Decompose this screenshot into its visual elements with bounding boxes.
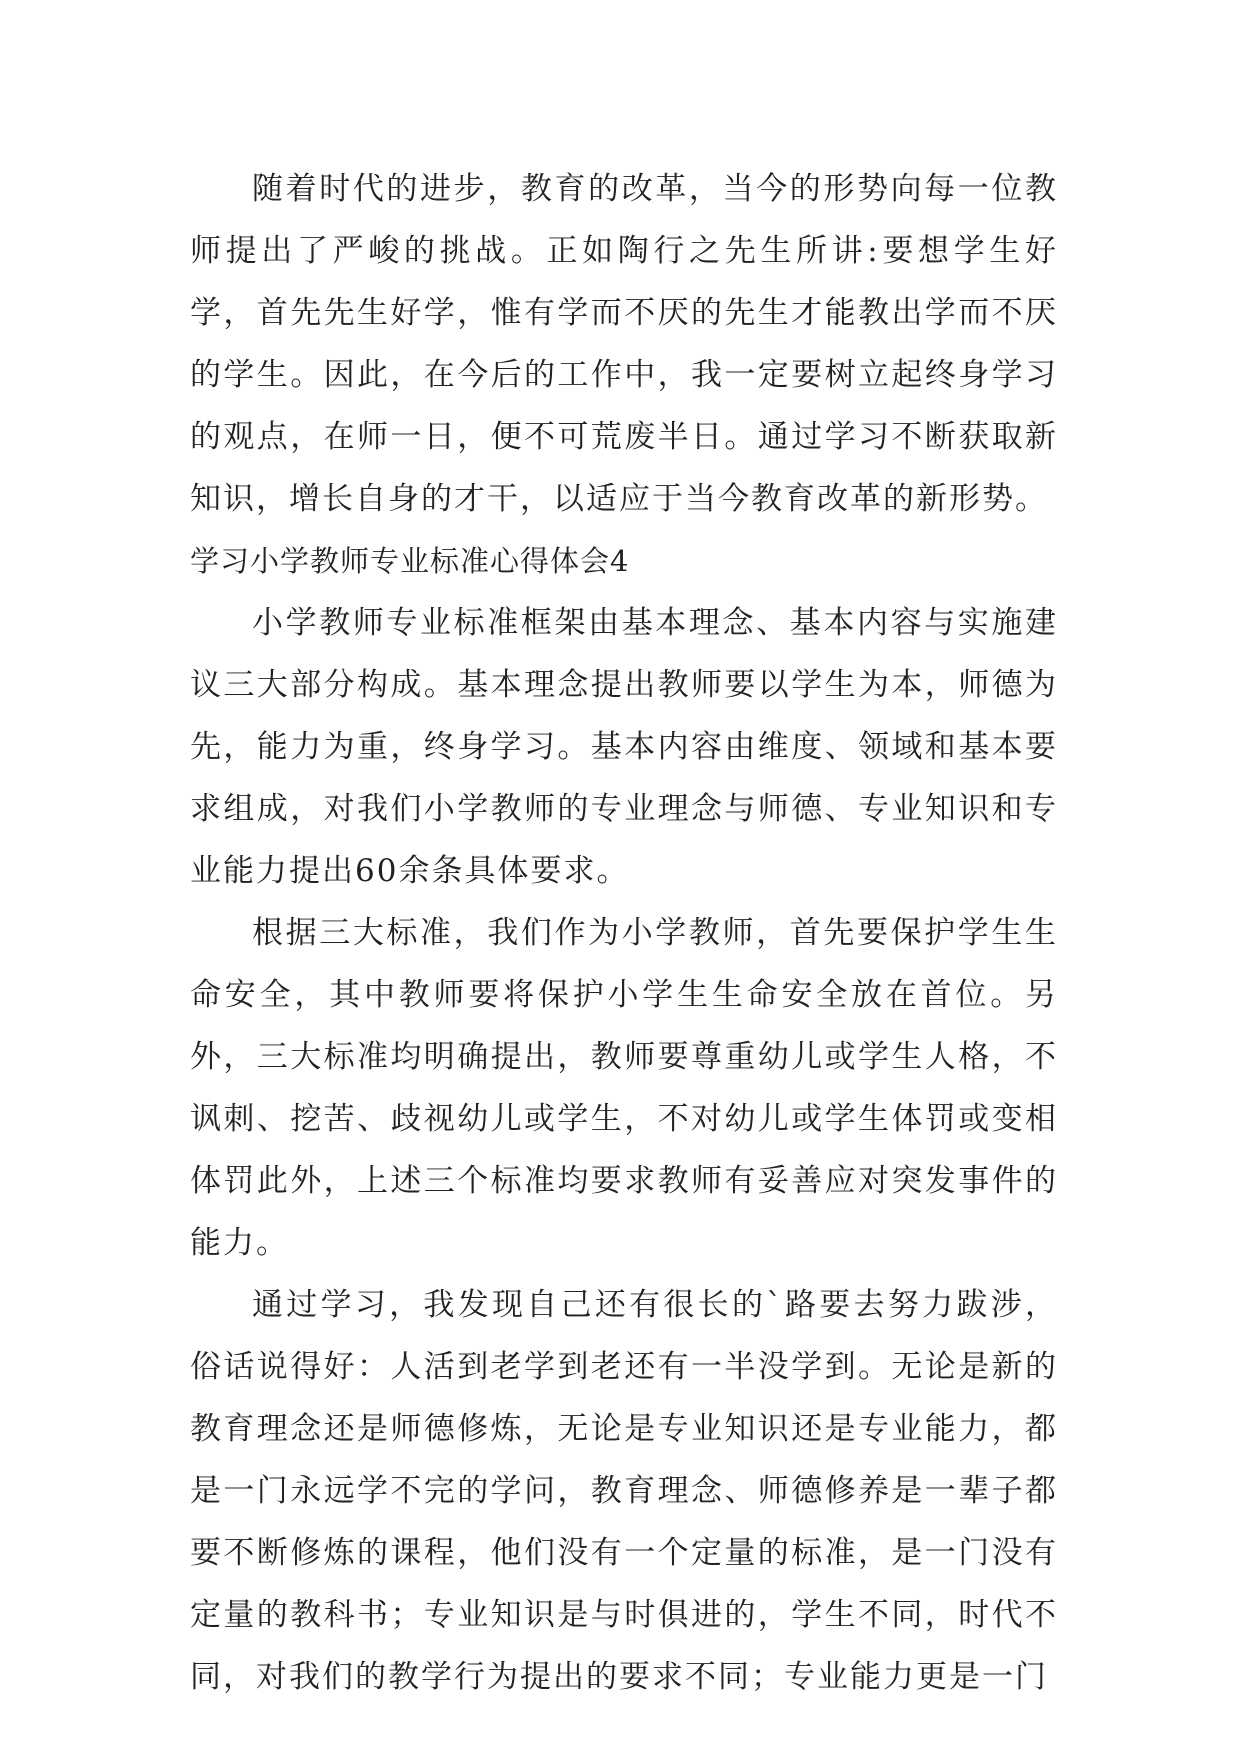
paragraph-2: 小学教师专业标准框架由基本理念、基本内容与实施建议三大部分构成。基本理念提出教师要以学生为本，师德为先，能力为重，终身学习。基本内容由维度、领域和基本要求组成，对我们小学教师的专业理念与师德、专业知识和专业能力提出60余条具体要求。 (190, 605, 1058, 889)
section-heading: 学习小学教师专业标准心得体会4 (190, 544, 630, 578)
document-body (190, 158, 1058, 1708)
paragraph-1: 随着时代的进步，教育的改革，当今的形势向每一位教师提出了严峻的挑战。正如陶行之先生所讲:要想学生好学，首先先生好学，惟有学而不厌的先生才能教出学而不厌的学生。因此，在今后的工作中，我一定要树立起终身学习的观点，在师一日，便不可荒废半日。通过学习不断获取新知识，增长自身的才干，以适应于当今教育改革的新形势。 (190, 171, 1058, 517)
paragraph-4: 通过学习，我发现自己还有很长的`路要去努力跋涉，俗话说得好：人活到老学到老还有一半没学到。无论是新的教育理念还是师德修炼，无论是专业知识还是专业能力，都是一门永远学不完的学问，教育理念、师德修养是一辈子都要不断修炼的课程，他们没有一个定量的标准，是一门没有定量的教科书；专业知识是与时俱进的，学生不同，时代不同，对我们的教学行为提出的要求不同；专业能力更是一门 (190, 1287, 1058, 1695)
paragraph-3: 根据三大标准，我们作为小学教师，首先要保护学生生命安全，其中教师要将保护小学生生命安全放在首位。另外，三大标准均明确提出，教师要尊重幼儿或学生人格，不讽刺、挖苦、歧视幼儿或学生，不对幼儿或学生体罚或变相体罚此外，上述三个标准均要求教师有妥善应对突发事件的能力。 (190, 915, 1058, 1261)
